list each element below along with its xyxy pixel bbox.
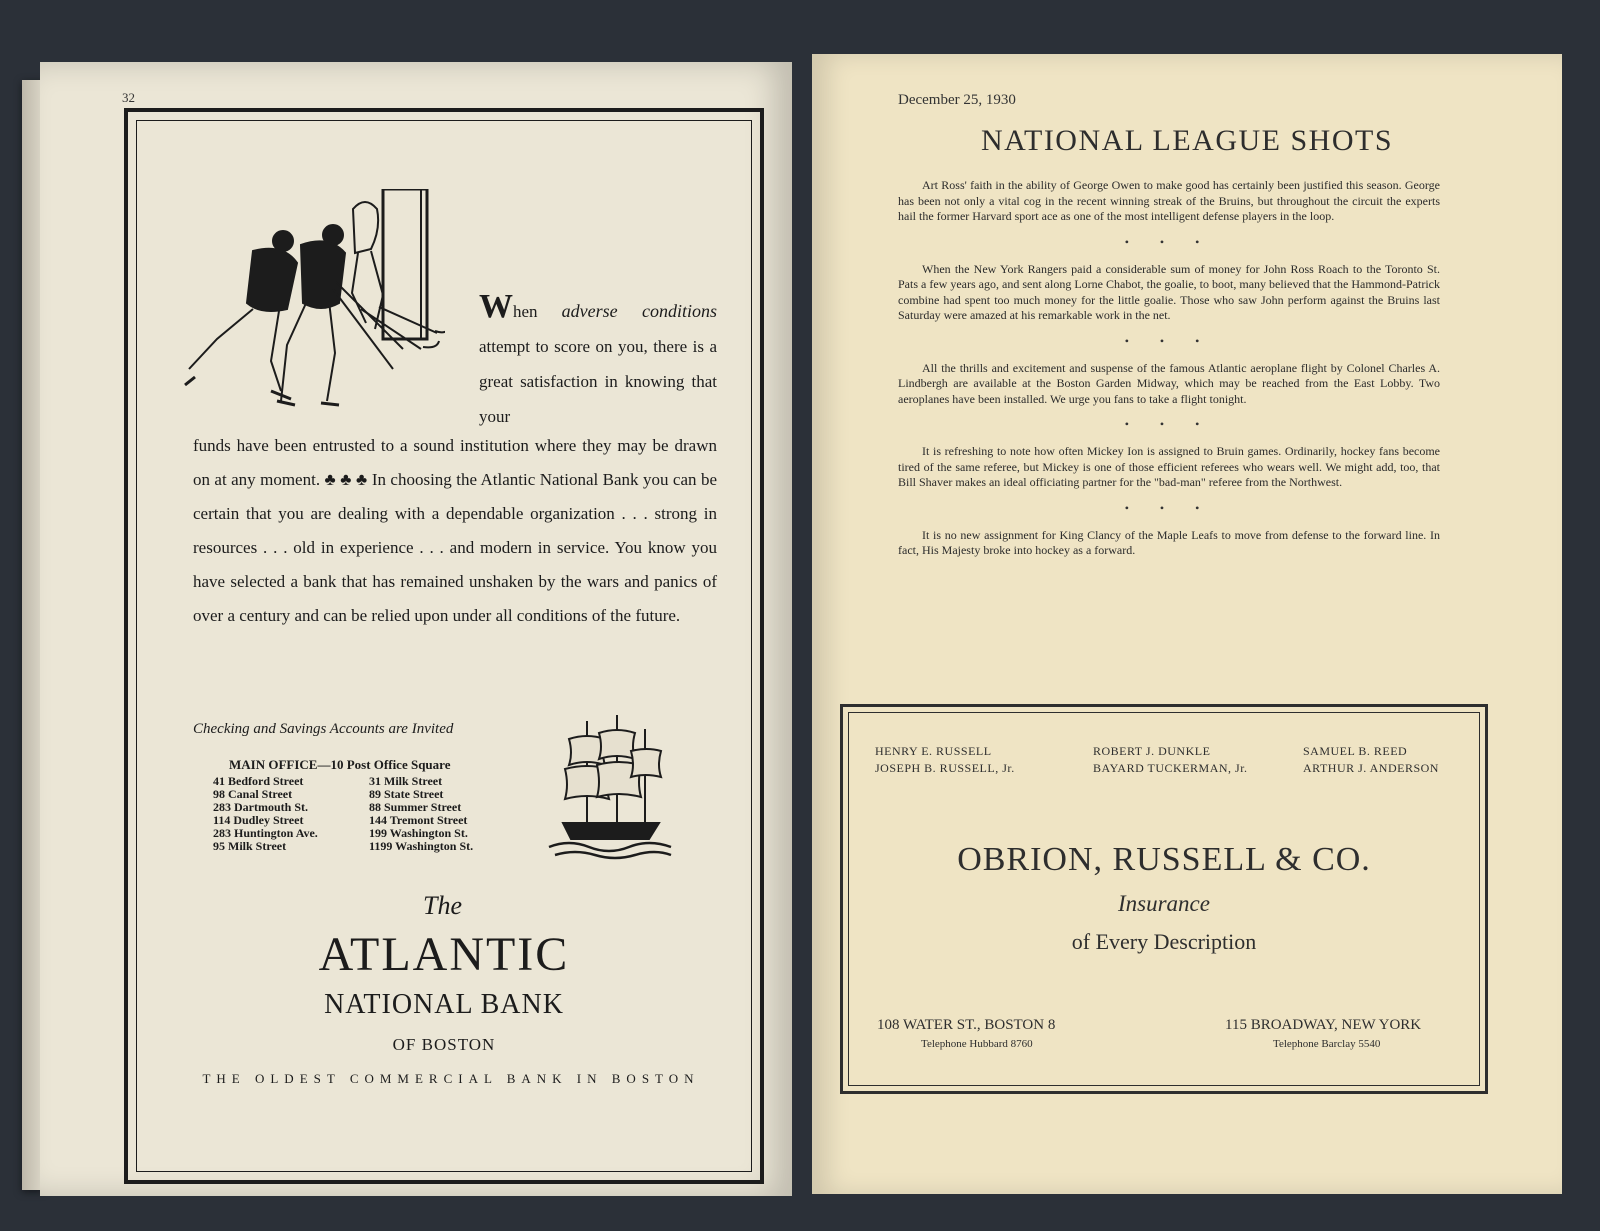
branch-item: 95 Milk Street bbox=[213, 839, 287, 853]
branch-item: 114 Dudley Street bbox=[213, 813, 304, 827]
partner-column bbox=[875, 743, 1015, 777]
office-telephone: Telephone Barclay 5540 bbox=[1273, 1038, 1381, 1050]
office-boston bbox=[877, 1017, 1055, 1050]
branch-item: 283 Huntington Ave. bbox=[213, 826, 318, 840]
lead-word: hen bbox=[513, 302, 562, 321]
left-page bbox=[40, 62, 792, 1196]
branch-item: 31 Milk Street bbox=[369, 774, 443, 788]
bank-name-the: The bbox=[423, 891, 462, 920]
hockey-players-illustration bbox=[183, 189, 445, 421]
paragraph-separator: • • • bbox=[1124, 500, 1214, 515]
sailing-ship-illustration bbox=[547, 711, 673, 861]
branch-item: 199 Washington St. bbox=[369, 826, 468, 840]
firm-service: Insurance bbox=[1118, 891, 1210, 916]
article-paragraph: Art Ross' faith in the ability of George Owen to make good has certainly been justified this season. George has been not only a vital cog in the recent winning streak of the Bruins, but throughout the circuit the experts hail the former Harvard sport ace as one of the most intelligent defense players in the loop. bbox=[898, 178, 1440, 223]
paragraph-separator: • • • bbox=[1124, 234, 1214, 249]
article-paragraph: When the New York Rangers paid a considerable sum of money for John Ross Roach to the Toronto St. Pats a few years ago, and sent along Lorne Chabot, the goalie, to boot, many believed that the Hammond-Patrick combine had spent too much money for the little goalie. Those who saw John perform against the Bruins last Saturday were amazed at his remarkable work in the net. bbox=[898, 261, 1440, 322]
partner-name: SAMUEL B. REED bbox=[1303, 744, 1408, 758]
page-number: 32 bbox=[122, 90, 135, 105]
branch-item: 88 Summer Street bbox=[369, 800, 462, 814]
lead-italic: adverse conditions bbox=[561, 301, 717, 321]
office-address: 108 WATER ST., BOSTON 8 bbox=[877, 1017, 1056, 1033]
article-paragraph: It is refreshing to note how often Mickey Ion is assigned to Bruin games. Ordinarily, hockey fans become tired of the same referee, but Mickey is one of those efficient referees who wears well. We might add, too, that Bill Shaver makes an ideal officiating partner for the "bad-man" referee from the Northwest. bbox=[898, 444, 1440, 489]
branch-item: 98 Canal Street bbox=[213, 787, 293, 801]
branch-item: 89 State Street bbox=[369, 787, 444, 801]
article-paragraph: It is no new assignment for King Clancy of the Maple Leafs to move from defense to the forward line. In fact, His Majesty broke into hockey as a forward. bbox=[898, 527, 1440, 557]
bank-advertisement bbox=[124, 108, 764, 1184]
office-newyork bbox=[1225, 1017, 1421, 1050]
article-paragraph: All the thrills and excitement and suspense of the famous Atlantic aeroplane flight by Colonel Charles A. Lindbergh are available at the Boston Garden Midway, which may be reached from the East Lobby. Two aeroplanes have been installed. We urge you fans to take a flight tonight. bbox=[898, 360, 1440, 406]
branch-list-left bbox=[213, 775, 318, 853]
branch-item: 1199 Washington St. bbox=[369, 839, 474, 853]
article-body bbox=[898, 178, 1440, 559]
firm-service-detail: of Every Description bbox=[1071, 929, 1257, 954]
bank-name-national: NATIONAL BANK bbox=[324, 989, 564, 1020]
paragraph-separator: • • • bbox=[1124, 333, 1214, 348]
paragraph-separator: • • • bbox=[1124, 417, 1214, 431]
accounts-invite: Checking and Savings Accounts are Invited bbox=[193, 721, 454, 737]
ad-lead-paragraph bbox=[479, 289, 717, 434]
partner-name: JOSEPH B. RUSSELL, Jr. bbox=[875, 761, 1015, 775]
bank-tagline: THE OLDEST COMMERCIAL BANK IN BOSTON bbox=[202, 1071, 700, 1086]
main-office: MAIN OFFICE—10 Post Office Square bbox=[229, 757, 451, 772]
branch-item: 144 Tremont Street bbox=[369, 813, 468, 827]
firm-name: OBRION, RUSSELL & CO. bbox=[957, 841, 1371, 878]
partner-column bbox=[1093, 743, 1248, 777]
branch-item: 41 Bedford Street bbox=[213, 774, 304, 788]
partner-name: ROBERT J. DUNKLE bbox=[1093, 744, 1211, 758]
right-page bbox=[812, 54, 1562, 1194]
article-title: NATIONAL LEAGUE SHOTS bbox=[980, 124, 1394, 157]
insurance-advertisement bbox=[840, 704, 1488, 1094]
partner-name: ARTHUR J. ANDERSON bbox=[1303, 761, 1439, 775]
office-address: 115 BROADWAY, NEW YORK bbox=[1225, 1017, 1422, 1033]
bank-name-location: OF BOSTON bbox=[392, 1035, 496, 1054]
drop-cap: W bbox=[479, 288, 513, 325]
issue-date: December 25, 1930 bbox=[898, 92, 1016, 108]
partner-name: BAYARD TUCKERMAN, Jr. bbox=[1093, 761, 1248, 775]
bank-name-atlantic: ATLANTIC bbox=[318, 928, 570, 981]
partner-column bbox=[1303, 743, 1439, 777]
ad-body-paragraph: funds have been entrusted to a sound institution where they may be drawn on at any moment. ♣ ♣ ♣ In choosing the Atlantic National Bank you can be certain that you are dealing with a dependable organization . . . strong in resources . . . old in experience . . . and modern in service. You know you have selected a bank that has remained unshaken by the wars and panics of over a century and can be relied upon under all conditions of the future. bbox=[193, 436, 717, 625]
office-telephone: Telephone Hubbard 8760 bbox=[921, 1038, 1033, 1050]
lead-text: attempt to score on you, there is a great satisfaction in knowing that your bbox=[479, 337, 717, 426]
branch-item: 283 Dartmouth St. bbox=[213, 800, 308, 814]
branch-list-right bbox=[369, 775, 473, 853]
partner-name: HENRY E. RUSSELL bbox=[875, 744, 992, 758]
